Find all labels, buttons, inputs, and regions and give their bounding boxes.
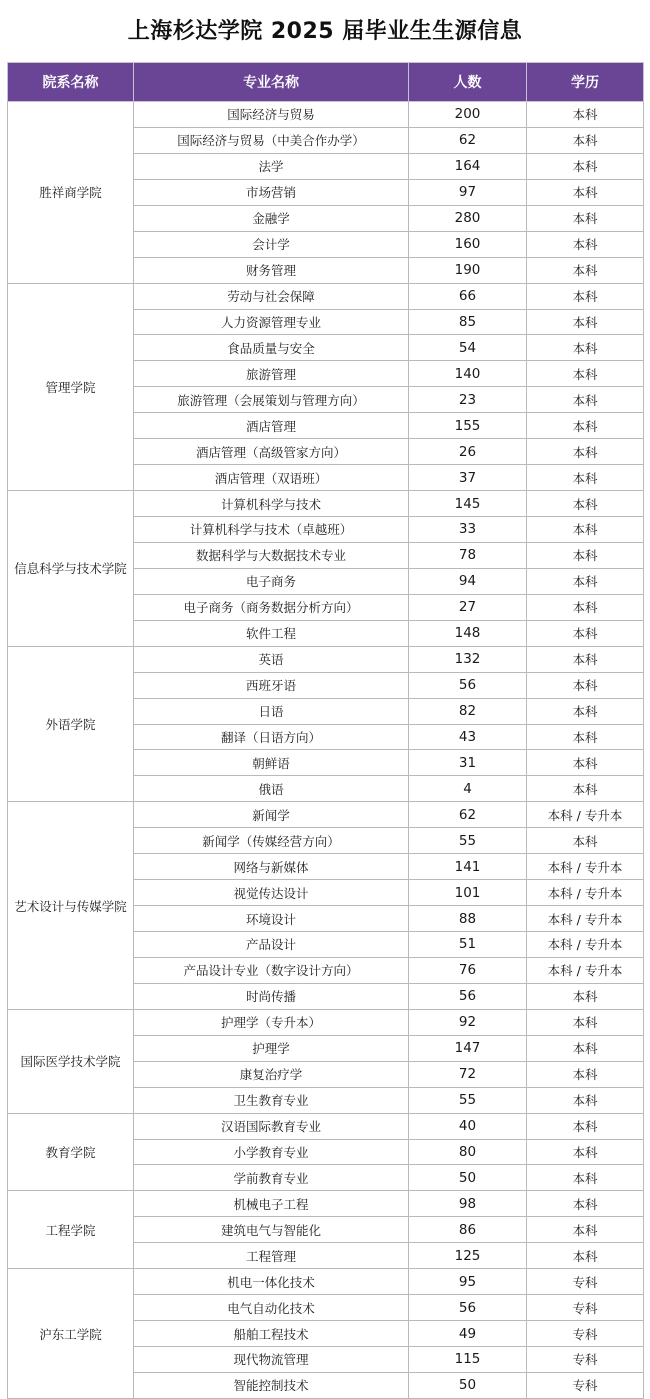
major-name: 数据科学与大数据技术专业 <box>134 542 409 568</box>
major-name: 软件工程 <box>134 620 409 646</box>
department-name: 沪东工学院 <box>8 1269 134 1399</box>
header-major: 专业名称 <box>134 63 409 102</box>
department-name: 国际医学技术学院 <box>8 1009 134 1113</box>
major-name: 护理学 <box>134 1035 409 1061</box>
table-header-row <box>8 63 644 102</box>
table-row <box>8 1191 644 1217</box>
major-name: 食品质量与安全 <box>134 335 409 361</box>
degree-type: 本科 <box>527 179 644 205</box>
graduate-count: 141 <box>409 854 527 880</box>
graduate-count: 66 <box>409 283 527 309</box>
graduate-count: 51 <box>409 932 527 958</box>
major-name: 俄语 <box>134 776 409 802</box>
graduate-count: 88 <box>409 906 527 932</box>
graduate-count: 4 <box>409 776 527 802</box>
degree-type: 本科 <box>527 698 644 724</box>
graduate-count: 72 <box>409 1061 527 1087</box>
degree-type: 本科 <box>527 102 644 128</box>
department-name: 胜祥商学院 <box>8 102 134 284</box>
degree-type: 本科 <box>527 983 644 1009</box>
major-name: 人力资源管理专业 <box>134 309 409 335</box>
major-name: 船舶工程技术 <box>134 1321 409 1347</box>
major-name: 国际经济与贸易 <box>134 102 409 128</box>
graduate-count: 145 <box>409 491 527 517</box>
degree-type: 本科 <box>527 127 644 153</box>
graduate-count: 280 <box>409 205 527 231</box>
graduate-count: 94 <box>409 568 527 594</box>
degree-type: 本科 <box>527 594 644 620</box>
major-name: 小学教育专业 <box>134 1139 409 1165</box>
graduate-count: 97 <box>409 179 527 205</box>
graduate-count: 78 <box>409 542 527 568</box>
major-name: 朝鲜语 <box>134 750 409 776</box>
department-name: 工程学院 <box>8 1191 134 1269</box>
graduate-count: 140 <box>409 361 527 387</box>
major-name: 视觉传达设计 <box>134 880 409 906</box>
degree-type: 本科 <box>527 724 644 750</box>
graduate-count: 27 <box>409 594 527 620</box>
major-name: 市场营销 <box>134 179 409 205</box>
major-name: 电气自动化技术 <box>134 1295 409 1321</box>
degree-type: 本科 <box>527 620 644 646</box>
department-name: 信息科学与技术学院 <box>8 491 134 647</box>
degree-type: 本科 <box>527 1217 644 1243</box>
major-name: 新闻学（传媒经营方向） <box>134 828 409 854</box>
major-name: 产品设计专业（数字设计方向） <box>134 957 409 983</box>
page-title: 上海杉达学院 2025 届毕业生生源信息 <box>127 19 523 44</box>
degree-type: 本科 / 专升本 <box>527 957 644 983</box>
graduate-count: 82 <box>409 698 527 724</box>
major-name: 时尚传播 <box>134 983 409 1009</box>
major-name: 金融学 <box>134 205 409 231</box>
major-name: 翻译（日语方向） <box>134 724 409 750</box>
graduate-count: 56 <box>409 983 527 1009</box>
graduate-count: 33 <box>409 517 527 543</box>
major-name: 卫生教育专业 <box>134 1087 409 1113</box>
graduate-count: 62 <box>409 127 527 153</box>
major-name: 建筑电气与智能化 <box>134 1217 409 1243</box>
major-name: 网络与新媒体 <box>134 854 409 880</box>
degree-type: 本科 <box>527 672 644 698</box>
department-name: 外语学院 <box>8 646 134 802</box>
degree-type: 本科 <box>527 439 644 465</box>
table-row <box>8 283 644 309</box>
major-name: 酒店管理 <box>134 413 409 439</box>
graduate-count: 37 <box>409 465 527 491</box>
degree-type: 本科 <box>527 542 644 568</box>
graduate-count: 80 <box>409 1139 527 1165</box>
degree-type: 本科 <box>527 517 644 543</box>
graduate-count: 50 <box>409 1372 527 1398</box>
major-name: 产品设计 <box>134 932 409 958</box>
graduate-count: 26 <box>409 439 527 465</box>
major-name: 财务管理 <box>134 257 409 283</box>
graduate-count: 62 <box>409 802 527 828</box>
degree-type: 本科 <box>527 828 644 854</box>
header-count: 人数 <box>409 63 527 102</box>
degree-type: 专科 <box>527 1295 644 1321</box>
department-name: 管理学院 <box>8 283 134 491</box>
graduate-count: 101 <box>409 880 527 906</box>
major-name: 计算机科学与技术（卓越班） <box>134 517 409 543</box>
degree-type: 本科 <box>527 257 644 283</box>
graduate-count: 164 <box>409 153 527 179</box>
graduate-count: 55 <box>409 828 527 854</box>
degree-type: 本科 <box>527 465 644 491</box>
degree-type: 本科 <box>527 413 644 439</box>
degree-type: 本科 <box>527 1165 644 1191</box>
degree-type: 本科 <box>527 361 644 387</box>
major-name: 日语 <box>134 698 409 724</box>
major-name: 计算机科学与技术 <box>134 491 409 517</box>
major-name: 康复治疗学 <box>134 1061 409 1087</box>
major-name: 新闻学 <box>134 802 409 828</box>
major-name: 国际经济与贸易（中美合作办学） <box>134 127 409 153</box>
major-name: 汉语国际教育专业 <box>134 1113 409 1139</box>
major-name: 工程管理 <box>134 1243 409 1269</box>
degree-type: 专科 <box>527 1321 644 1347</box>
graduate-count: 92 <box>409 1009 527 1035</box>
table-row <box>8 1009 644 1035</box>
graduate-count: 43 <box>409 724 527 750</box>
department-name: 教育学院 <box>8 1113 134 1191</box>
degree-type: 本科 <box>527 1087 644 1113</box>
degree-type: 专科 <box>527 1347 644 1373</box>
table-row <box>8 102 644 128</box>
graduate-count: 86 <box>409 1217 527 1243</box>
major-name: 现代物流管理 <box>134 1347 409 1373</box>
graduate-count: 98 <box>409 1191 527 1217</box>
degree-type: 本科 <box>527 387 644 413</box>
major-name: 酒店管理（高级管家方向） <box>134 439 409 465</box>
degree-type: 本科 / 专升本 <box>527 854 644 880</box>
degree-type: 本科 <box>527 1113 644 1139</box>
graduate-count: 56 <box>409 1295 527 1321</box>
graduate-count: 115 <box>409 1347 527 1373</box>
graduate-count: 147 <box>409 1035 527 1061</box>
degree-type: 专科 <box>527 1372 644 1398</box>
graduate-count: 49 <box>409 1321 527 1347</box>
degree-type: 本科 <box>527 205 644 231</box>
graduate-count: 23 <box>409 387 527 413</box>
graduate-count: 50 <box>409 1165 527 1191</box>
graduate-count: 76 <box>409 957 527 983</box>
degree-type: 专科 <box>527 1269 644 1295</box>
degree-type: 本科 <box>527 231 644 257</box>
department-name: 艺术设计与传媒学院 <box>8 802 134 1010</box>
major-name: 护理学（专升本） <box>134 1009 409 1035</box>
degree-type: 本科 <box>527 335 644 361</box>
major-name: 会计学 <box>134 231 409 257</box>
graduate-count: 55 <box>409 1087 527 1113</box>
major-name: 西班牙语 <box>134 672 409 698</box>
major-name: 机械电子工程 <box>134 1191 409 1217</box>
major-name: 电子商务 <box>134 568 409 594</box>
table-row <box>8 1269 644 1295</box>
degree-type: 本科 <box>527 1035 644 1061</box>
graduate-count: 155 <box>409 413 527 439</box>
graduate-count: 56 <box>409 672 527 698</box>
major-name: 劳动与社会保障 <box>134 283 409 309</box>
table-row <box>8 646 644 672</box>
degree-type: 本科 / 专升本 <box>527 906 644 932</box>
table-row <box>8 491 644 517</box>
degree-type: 本科 <box>527 568 644 594</box>
graduate-count: 54 <box>409 335 527 361</box>
degree-type: 本科 <box>527 646 644 672</box>
degree-type: 本科 <box>527 750 644 776</box>
degree-type: 本科 <box>527 153 644 179</box>
graduate-count: 148 <box>409 620 527 646</box>
header-department: 院系名称 <box>8 63 134 102</box>
major-name: 酒店管理（双语班） <box>134 465 409 491</box>
major-name: 旅游管理（会展策划与管理方向） <box>134 387 409 413</box>
degree-type: 本科 / 专升本 <box>527 880 644 906</box>
major-name: 智能控制技术 <box>134 1372 409 1398</box>
degree-type: 本科 <box>527 283 644 309</box>
major-name: 环境设计 <box>134 906 409 932</box>
graduate-count: 125 <box>409 1243 527 1269</box>
major-name: 旅游管理 <box>134 361 409 387</box>
graduate-count: 95 <box>409 1269 527 1295</box>
degree-type: 本科 <box>527 776 644 802</box>
degree-type: 本科 <box>527 1009 644 1035</box>
major-name: 学前教育专业 <box>134 1165 409 1191</box>
degree-type: 本科 <box>527 1243 644 1269</box>
graduate-count: 40 <box>409 1113 527 1139</box>
degree-type: 本科 / 专升本 <box>527 932 644 958</box>
graduate-count: 85 <box>409 309 527 335</box>
major-name: 机电一体化技术 <box>134 1269 409 1295</box>
table-row <box>8 802 644 828</box>
degree-type: 本科 / 专升本 <box>527 802 644 828</box>
table-body <box>8 102 644 1399</box>
degree-type: 本科 <box>527 1139 644 1165</box>
graduate-count: 160 <box>409 231 527 257</box>
graduate-info-table <box>7 62 644 1399</box>
degree-type: 本科 <box>527 491 644 517</box>
header-degree: 学历 <box>527 63 644 102</box>
degree-type: 本科 <box>527 1191 644 1217</box>
graduate-count: 200 <box>409 102 527 128</box>
degree-type: 本科 <box>527 1061 644 1087</box>
graduate-count: 132 <box>409 646 527 672</box>
major-name: 法学 <box>134 153 409 179</box>
degree-type: 本科 <box>527 309 644 335</box>
table-row <box>8 1113 644 1139</box>
graduate-count: 190 <box>409 257 527 283</box>
graduate-count: 31 <box>409 750 527 776</box>
major-name: 电子商务（商务数据分析方向） <box>134 594 409 620</box>
major-name: 英语 <box>134 646 409 672</box>
